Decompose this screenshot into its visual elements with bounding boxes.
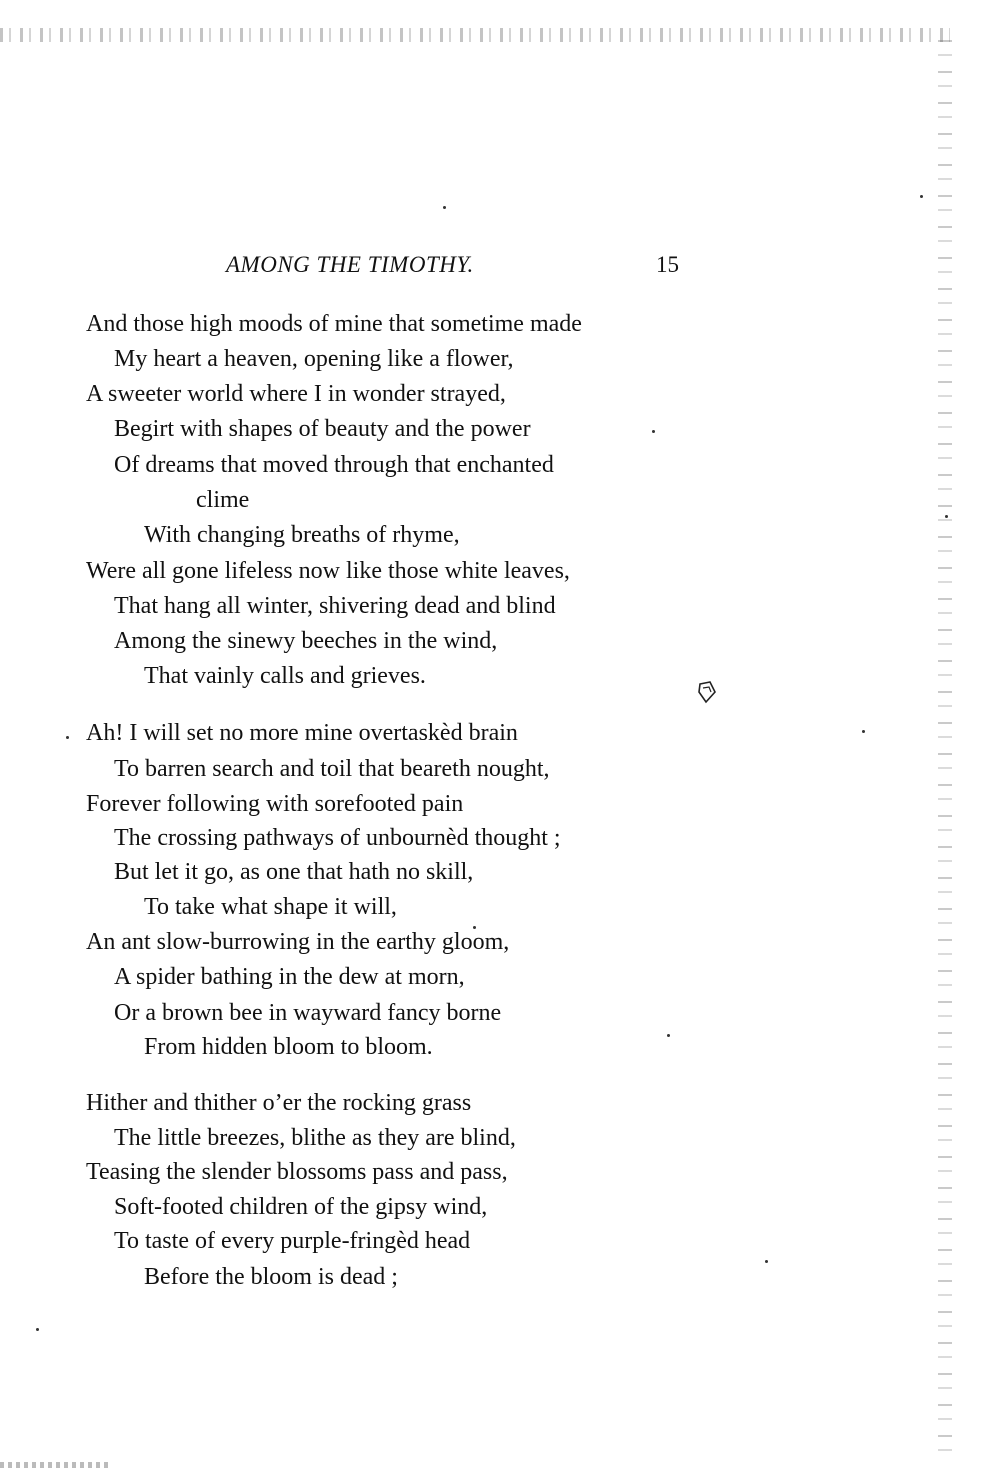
poem-line: An ant slow-burrowing in the earthy gloom, (86, 929, 510, 955)
poem-line: Among the sinewy beeches in the wind, (114, 628, 498, 654)
poem-line: The little breezes, blithe as they are blind, (114, 1125, 516, 1151)
poem-line: To taste of every purple-fringèd head (114, 1228, 471, 1254)
poem-line: clime (196, 487, 250, 513)
poem-line: Before the bloom is dead ; (144, 1264, 398, 1290)
poem-line: Forever following with sorefooted pain (86, 791, 464, 817)
poem-line: Were all gone lifeless now like those white leaves, (86, 558, 570, 584)
poem-line: With changing breaths of rhyme, (144, 522, 460, 548)
poem-line: Of dreams that moved through that enchanted (114, 452, 554, 478)
scan-speck (945, 515, 948, 518)
poem-line: A sweeter world where I in wonder strayed, (86, 381, 506, 407)
poem-line: Or a brown bee in wayward fancy borne (114, 1000, 502, 1026)
scan-speck (667, 1034, 670, 1037)
poem-line: But let it go, as one that hath no skill, (114, 859, 474, 885)
poem-line: Hither and thither o’er the rocking grass (86, 1090, 472, 1116)
poem-line: That hang all winter, shivering dead and blind (114, 593, 556, 619)
poem-line: That vainly calls and grieves. (144, 663, 426, 689)
poem-line: My heart a heaven, opening like a flower, (114, 346, 514, 372)
printer-mark-icon (696, 680, 718, 706)
scan-edge-bottom (0, 1462, 110, 1468)
page-header (226, 252, 686, 282)
scan-speck (66, 736, 69, 739)
poem-line: To barren search and toil that beareth nought, (114, 756, 550, 782)
poem-line: Teasing the slender blossoms pass and pass, (86, 1159, 508, 1185)
scan-speck (765, 1260, 768, 1263)
page-number: 15 (656, 252, 679, 277)
scan-speck (36, 1328, 39, 1331)
poem-line: Begirt with shapes of beauty and the power (114, 416, 531, 442)
poem-line: Soft-footed children of the gipsy wind, (114, 1194, 488, 1220)
poem-line: And those high moods of mine that sometime made (86, 311, 582, 337)
scan-speck (652, 430, 655, 433)
running-title: AMONG THE TIMOTHY. (226, 252, 474, 277)
poem-line: A spider bathing in the dew at morn, (114, 964, 465, 990)
poem-line: From hidden bloom to bloom. (144, 1034, 433, 1060)
scan-speck (862, 730, 865, 733)
scan-edge-top (0, 28, 950, 42)
poem-line: Ah! I will set no more mine overtaskèd brain (86, 720, 518, 746)
scan-speck (443, 206, 446, 209)
scan-speck (920, 195, 923, 198)
poem-line: To take what shape it will, (144, 894, 397, 920)
scan-edge-right (938, 40, 952, 1460)
poem-line: The crossing pathways of unbournèd thought ; (114, 825, 561, 851)
